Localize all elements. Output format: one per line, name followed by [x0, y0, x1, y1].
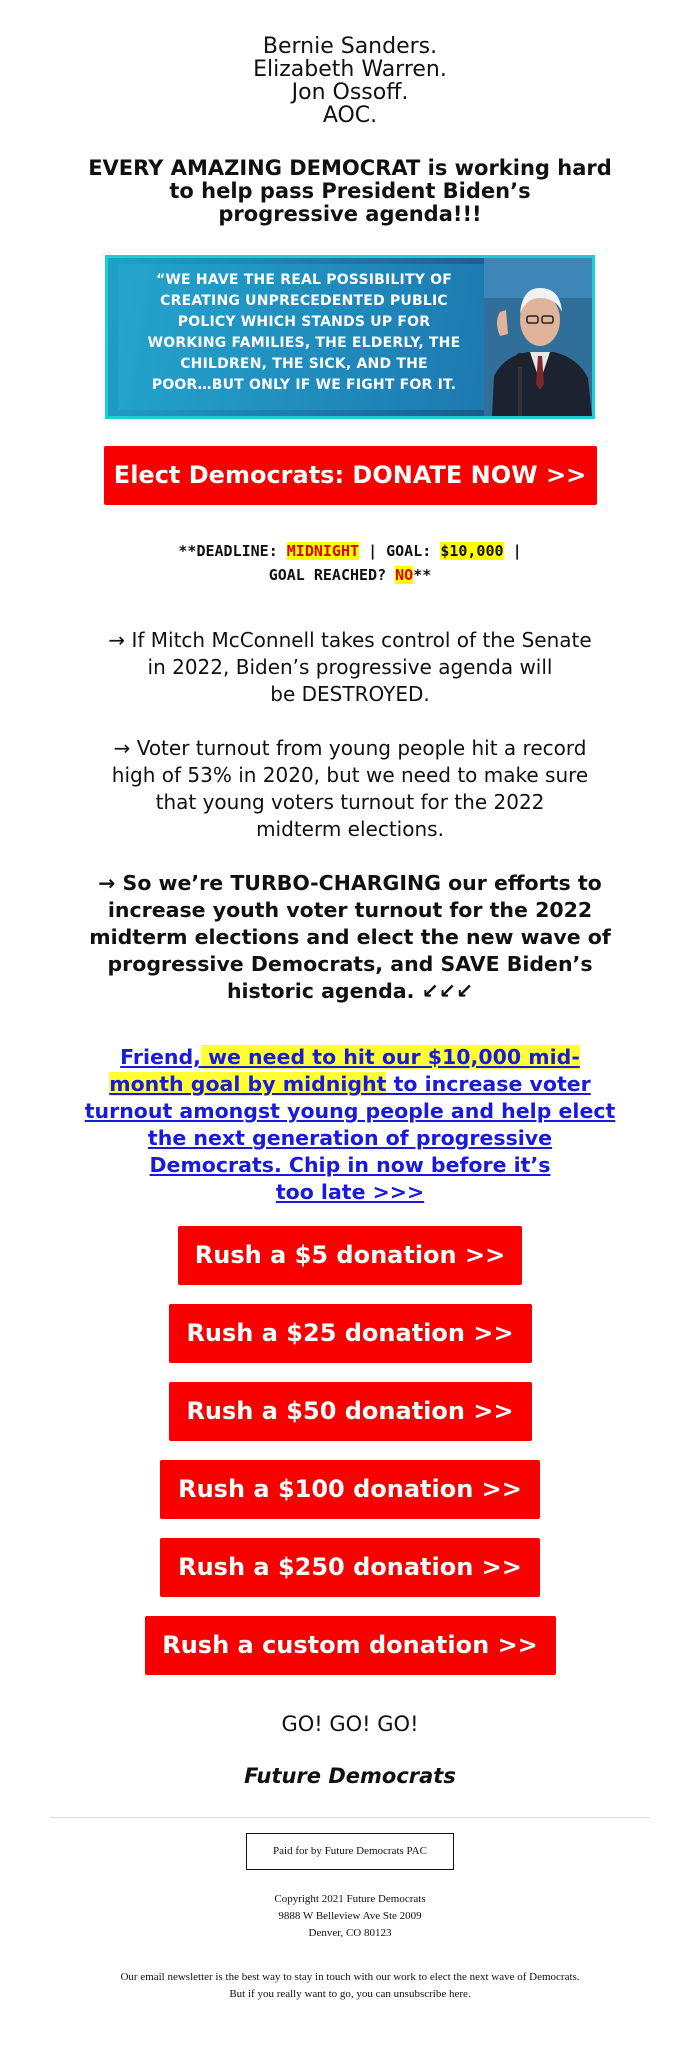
appeal-link-paragraph: [60, 1044, 640, 1206]
goal-amount: $10,000: [440, 542, 504, 560]
deadline-time: MIDNIGHT: [286, 542, 360, 560]
goal-reached-value: NO: [395, 566, 414, 584]
paragraph-mcconnell: → If Mitch McConnell takes control of the Senate in 2022, Biden’s progressive agenda will be DESTROYED.: [108, 628, 592, 706]
name-line: Jon Ossoff.: [291, 80, 409, 105]
appeal-link[interactable]: Friend, we need to hit our $10,000 mid- month goal by midnight to increase voter turnout amongst young people and help elect the next generation of progressive Democrats. Chip in now before it’s too late >>>: [84, 1045, 616, 1204]
go-go-go: GO! GO! GO!: [281, 1712, 419, 1736]
deadline-status: **DEADLINE: MIDNIGHT | GOAL: $10,000 | GOAL REACHED? NO**: [178, 542, 522, 584]
donate-100-button[interactable]: Rush a $100 donation >>: [160, 1460, 540, 1519]
donate-now-button[interactable]: Elect Democrats: DONATE NOW >>: [104, 446, 597, 505]
donate-25-button[interactable]: Rush a $25 donation >>: [169, 1304, 532, 1363]
name-line: Bernie Sanders.: [262, 34, 438, 59]
name-line: AOC.: [322, 103, 378, 128]
footer-note: Our email newsletter is the best way to stay in touch with our work to elect the next wave of Democrats. But if you really want to go, you can unsubscribe here.: [0, 1969, 700, 2003]
headline: EVERY AMAZING DEMOCRAT is working hard to help pass President Biden’s progressive agenda!!!: [88, 156, 612, 226]
signoff: Future Democrats: [244, 1764, 456, 1788]
quote-banner[interactable]: [105, 255, 595, 419]
unsubscribe-line[interactable]: But if you really want to go, you can unsubscribe here.: [229, 1988, 471, 2000]
footer-address: Copyright 2021 Future Democrats 9888 W Belleview Ave Ste 2009 Denver, CO 80123: [274, 1893, 426, 1939]
divider: [50, 1817, 650, 1818]
speaker-portrait: [484, 258, 592, 416]
paid-for-by-box: Paid for by Future Democrats PAC: [246, 1833, 454, 1870]
donation-buttons: [0, 1226, 700, 1675]
paragraph-turbocharging: → So we’re TURBO-CHARGING our efforts to increase youth voter turnout for the 2022 midterm elections and elect the new wave of progressive Democrats, and SAVE Biden’s historic agenda. ↙↙↙: [89, 871, 611, 1003]
donate-250-button[interactable]: Rush a $250 donation >>: [160, 1538, 540, 1597]
endorser-names: [0, 0, 700, 127]
paragraph-turnout: → Voter turnout from young people hit a record high of 53% in 2020, but we need to make sure that young voters turnout for the 2022 midterm elections.: [111, 736, 589, 841]
donate-custom-button[interactable]: Rush a custom donation >>: [145, 1616, 556, 1675]
donate-5-button[interactable]: Rush a $5 donation >>: [178, 1226, 522, 1285]
banner-quote: “WE HAVE THE REAL POSSIBILITY OF CREATING UNPRECEDENTED PUBLIC POLICY WHICH STANDS UP FOR WORKING FAMILIES, THE ELDERLY, THE CHILDREN, THE SICK, AND THE POOR…BUT ONLY IF WE FIGHT FOR IT.: [147, 272, 461, 393]
name-line: Elizabeth Warren.: [253, 57, 447, 82]
donate-50-button[interactable]: Rush a $50 donation >>: [169, 1382, 532, 1441]
